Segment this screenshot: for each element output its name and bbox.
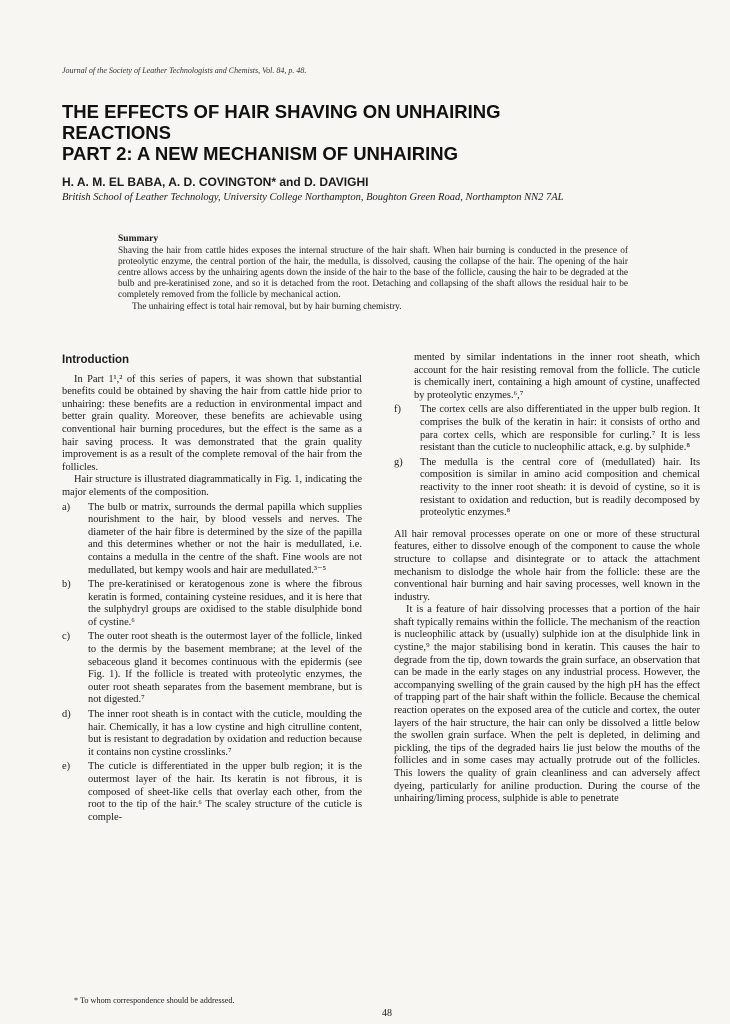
authors: H. A. M. EL BABA, A. D. COVINGTON* and D. DAVIGHI <box>62 175 369 189</box>
list-item-text: The inner root sheath is in contact with the cuticle, moulding the hair. Chemically, it has a low cystine and high citrulline content, but is resistant to degradation by oxidation and reduction because it contains non cystine crosslinks.⁷ <box>88 709 362 758</box>
body-paragraph-1: All hair removal processes operate on one or more of these structural features, either to dissolve enough of the component to cause the whole structure to collapse and disintegrate or to attack the attachment mechanism to dislodge the whole hair from the follicle: these are the conventional hair burning and hair saving processes, well known in the industry. <box>394 528 700 603</box>
body-paragraph-2: It is a feature of hair dissolving processes that a portion of the hair shaft typically remains within the follicle. The mechanism of the reaction is nucleophilic attack by (usually) sulphide ion at the disulphide link in cystine,⁹ the major stabilising bond in keratin. This causes the hair to degrade from the tip, down towards the grain surface, an observation that can be made in the early stages on any industrial process. However, the accompanying swelling of the grain caused by the high pH has the effect of trapping part of the hair shaft within the follicle. Because the chemical reaction operates on the exposed area of the cuticle and cortex, the outer layers of the hair structure, the hair can only be dissolved a little below the swollen grain surface. When the pelt is depleted, in deliming and pickling, the tips of the degraded hairs lie just below the mouths of the follicles and in some cases may actually protrude out of the follicles. This lowers the quality of grain cleanliness and can adversely affect dyeing, particularly for aniline production. During the course of the unhairing/liming process, sulphide is able to penetrate <box>394 604 700 805</box>
journal-citation: Journal of the Society of Leather Technologists and Chemists, Vol. 84, p. 48. <box>62 66 307 75</box>
list-item <box>62 631 362 707</box>
list-item-label: c) <box>62 631 71 643</box>
list-item-text: The cortex cells are also differentiated in the upper bulb region. It comprises the bulk of the keratin in hair: it consists of ortho and para cortex cells, which are responsible for curling.⁷ It is less resistant than the cuticle to nucleophilic attack, e.g. by sulphide.⁸ <box>420 404 700 454</box>
title-line-3: PART 2: A NEW MECHANISM OF UNHAIRING <box>62 143 459 164</box>
left-column <box>62 352 362 824</box>
list-item <box>62 709 362 759</box>
intro-paragraph-2: Hair structure is illustrated diagrammatically in Fig. 1, indicating the major elements of the composition. <box>62 474 362 498</box>
page-number: 48 <box>382 1008 392 1019</box>
list-item <box>62 579 362 629</box>
introduction-heading: Introduction <box>62 354 130 366</box>
list-item <box>394 457 700 520</box>
list-item-text: The outer root sheath is the outermost layer of the follicle, linked to the dermis by the basement membrane; at the level of the sebaceous gland it becomes continuous with the epidermis (see Fig. 1). If the follicle is treated with proteolytic enzymes, the outer root sheath separates from the basement membrane, but is not digested.⁷ <box>88 631 362 706</box>
list-item <box>394 404 700 454</box>
list-item-label: d) <box>62 709 71 721</box>
list-item-text: The bulb or matrix, surrounds the dermal papilla which supplies nourishment to the hair, by blood vessels and nerves. The diameter of the hair fibre is determined by the size of the papilla and this determines whether or not the hair is medullated, i.e. contains a medulla in the centre of the shaft. Fine wools are not medullated, but kempy wools and hair are medullated.³⁻⁵ <box>88 501 362 576</box>
title-line-1: THE EFFECTS OF HAIR SHAVING ON UNHAIRING <box>62 101 501 122</box>
title-line-2: REACTIONS <box>62 122 171 143</box>
list-item-label: f) <box>394 404 401 416</box>
list-item-text: The pre-keratinised or keratogenous zone is where the fibrous keratin is formed, containing cysteine residues, and it is here that the sulphydryl groups are oxidised to the stable disulphide bond of cystine.⁶ <box>88 579 362 628</box>
affiliation: British School of Leather Technology, University College Northampton, Boughton Green Road, Northampton NN2 7AL <box>62 192 564 203</box>
list-item-label: g) <box>394 456 403 468</box>
intro-paragraph-1: In Part 1¹,² of this series of papers, it was shown that substantial benefits could be obtained by shaving the hair from cattle hide prior to unhairing: these benefits are a reduction in environmental impact and better grain quality. Moreover, these benefits are achievable using conventional hair burning procedures, but the effect is the same as a hair saving process. It was demonstrated that the grain quality improvement is as a result of the complete removal of the hair from the follicles. <box>62 373 362 473</box>
article-title <box>62 101 682 164</box>
list-item-text: The cuticle is differentiated in the upper bulb region; it is the outermost layer of the hair. Its keratin is not fibrous, it is composed of sheet-like cells that overlay each other, from the root to the tip of the hair.⁶ The scaley structure of the cuticle is comple- <box>88 761 362 823</box>
right-column <box>394 352 700 806</box>
list-item-label: b) <box>62 579 71 591</box>
summary-paragraph-2: The unhairing effect is total hair removal, but by hair burning chemistry. <box>132 301 402 312</box>
list-item-label: a) <box>62 501 71 513</box>
list-item <box>62 761 362 824</box>
list-item-text: The medulla is the central core of (medullated) hair. Its composition is similar in amino acid composition and chemical reactivity to the inner root sheath: it is devoid of cystine, so it is resistant to oxidation and reduction, but is readily decomposed by proteolytic enzymes.⁸ <box>420 456 700 519</box>
summary-paragraph-1: Shaving the hair from cattle hides exposes the internal structure of the hair shaft. When hair burning is conducted in the presence of proteolytic enzyme, the central portion of the hair, the medulla, is dissolved, causing the collapse of the hair. The opening of the hair centre allows access by the unhairing agents down the inside of the hair to the base of the follicle, causing the hair to be degraded at the bulb and pre-keratinised zone, and so it is detached from the root. Detaching and collapsing of the shaft allows the residual hair to be completely removed from the follicle by mechanical action. <box>118 246 628 301</box>
list-item-label: e) <box>62 761 71 773</box>
list-item <box>62 502 362 578</box>
summary-heading: Summary <box>118 234 159 244</box>
footnote: * To whom correspondence should be addressed. <box>74 996 235 1005</box>
summary-block <box>118 234 628 313</box>
continued-item-text: mented by similar indentations in the inner root sheath, which account for the hair resisting removal from the follicle. The cuticle is chemically inert, containing a high amount of cystine, unaffected by proteolytic enzymes.⁶,⁷ <box>414 352 700 401</box>
